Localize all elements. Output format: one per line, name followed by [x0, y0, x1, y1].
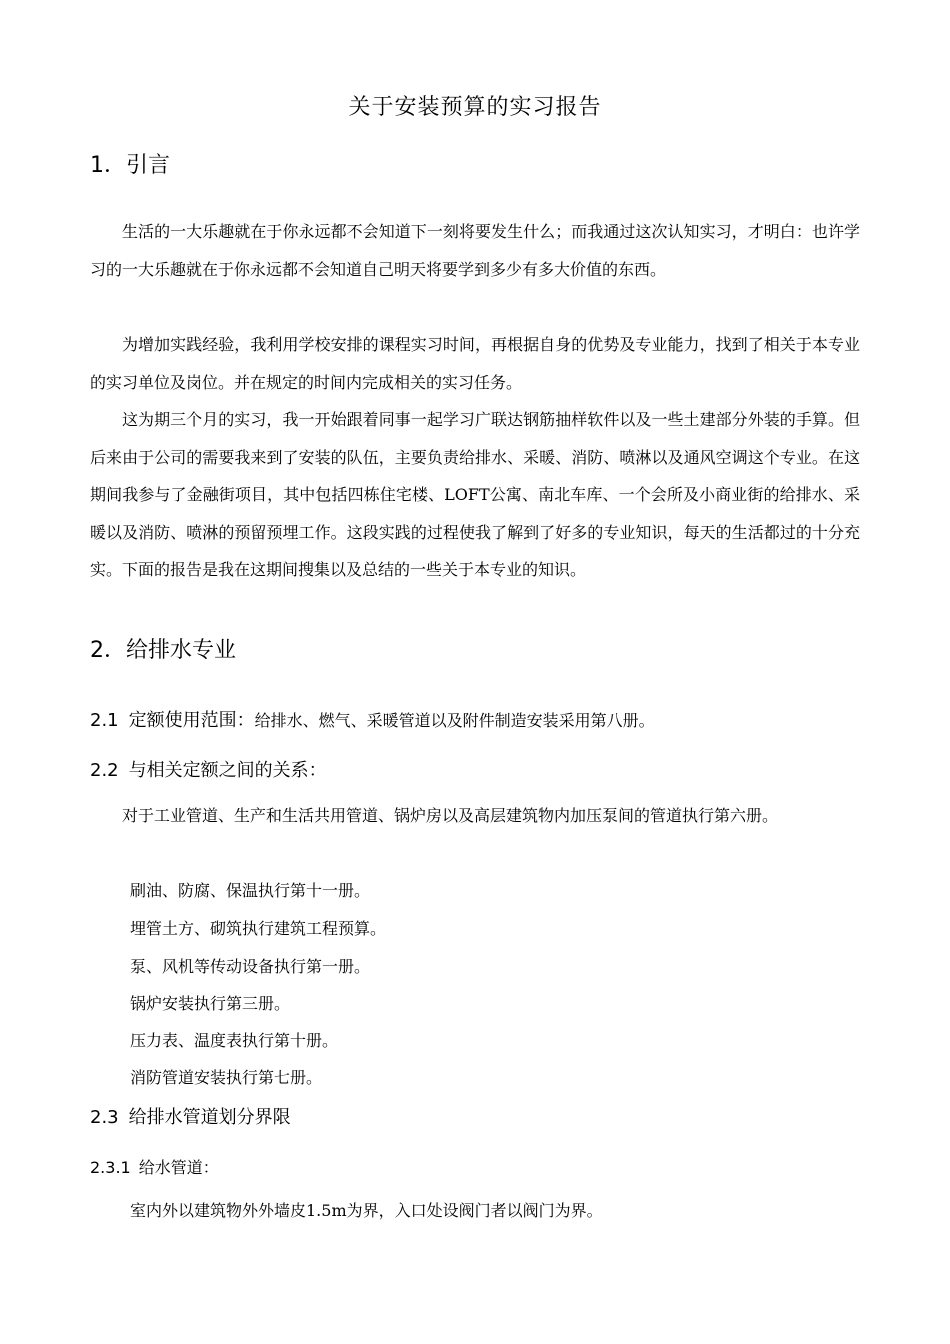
subsection-2-2-heading: [90, 756, 327, 786]
list-line: 压力表、温度表执行第十册。: [130, 1031, 339, 1050]
list-line: 刷油、防腐、保温执行第十一册。: [130, 881, 371, 900]
list-line: 埋管土方、砌筑执行建筑工程预算。: [130, 919, 387, 938]
subsection-title: 与相关定额之间的关系：: [128, 760, 327, 781]
subsection-title: 给排水管道划分界限: [128, 1107, 291, 1128]
subsection-number: 2.2: [90, 760, 119, 781]
intro-paragraph-1: 生活的一大乐趣就在于你永远都不会知道下一刻将要发生什么；而我通过这次认知实习，才明白：也许学习的一大乐趣就在于你永远都不会知道自己明天将要学到多少有多大价值的东西。: [90, 222, 860, 279]
list-line: 消防管道安装执行第七册。: [130, 1068, 323, 1087]
subsection-2-2-paragraph: 对于工业管道、生产和生活共用管道、锅炉房以及高层建筑物内加压泵间的管道执行第六册。: [122, 806, 779, 825]
subsection-2-1-heading: [90, 706, 655, 736]
list-line: 锅炉安装执行第三册。: [130, 994, 291, 1013]
subsection-inline-text: 给排水、燃气、采暖管道以及附件制造安装采用第八册。: [254, 711, 655, 730]
subsubsection-2-3-1-heading: [90, 1154, 219, 1182]
document-title: 关于安装预算的实习报告: [348, 95, 602, 120]
section-heading-introduction: 1．引言: [90, 153, 170, 178]
intro-paragraph-3: 这为期三个月的实习，我一开始跟着同事一起学习广联达钢筋抽样软件以及一些土建部分外装的手算。但后来由于公司的需要我来到了安装的队伍，主要负责给排水、采暖、消防、喷淋以及通风空调这个专业。在这期间我参与了金融街项目，其中包括四栋住宅楼、LOFT公寓、南北车库、一个会所及小商业街的给排水、采暖以及消防、喷淋的预留预埋工作。这段实践的过程使我了解到了好多的专业知识，每天的生活都过的十分充实。下面的报告是我在这期间搜集以及总结的一些关于本专业的知识。: [90, 410, 860, 579]
intro-paragraph-2: 为增加实践经验，我利用学校安排的课程实习时间，再根据自身的优势及专业能力，找到了相关于本专业的实习单位及岗位。并在规定的时间内完成相关的实习任务。: [90, 335, 860, 392]
subsubsection-number: 2.3.1: [90, 1158, 131, 1177]
subsection-title: 定额使用范围：: [128, 710, 255, 731]
subsubsection-title: 给水管道：: [138, 1158, 219, 1177]
subsection-number: 2.3: [90, 1107, 119, 1128]
subsection-2-3-heading: [90, 1103, 291, 1133]
list-line: 泵、风机等传动设备执行第一册。: [130, 957, 371, 976]
water-supply-boundary-text: 室内外以建筑物外外墙皮1.5m为界，入口处设阀门者以阀门为界。: [130, 1201, 603, 1220]
section-heading-plumbing: 2．给排水专业: [90, 638, 236, 663]
subsection-number: 2.1: [90, 710, 119, 731]
